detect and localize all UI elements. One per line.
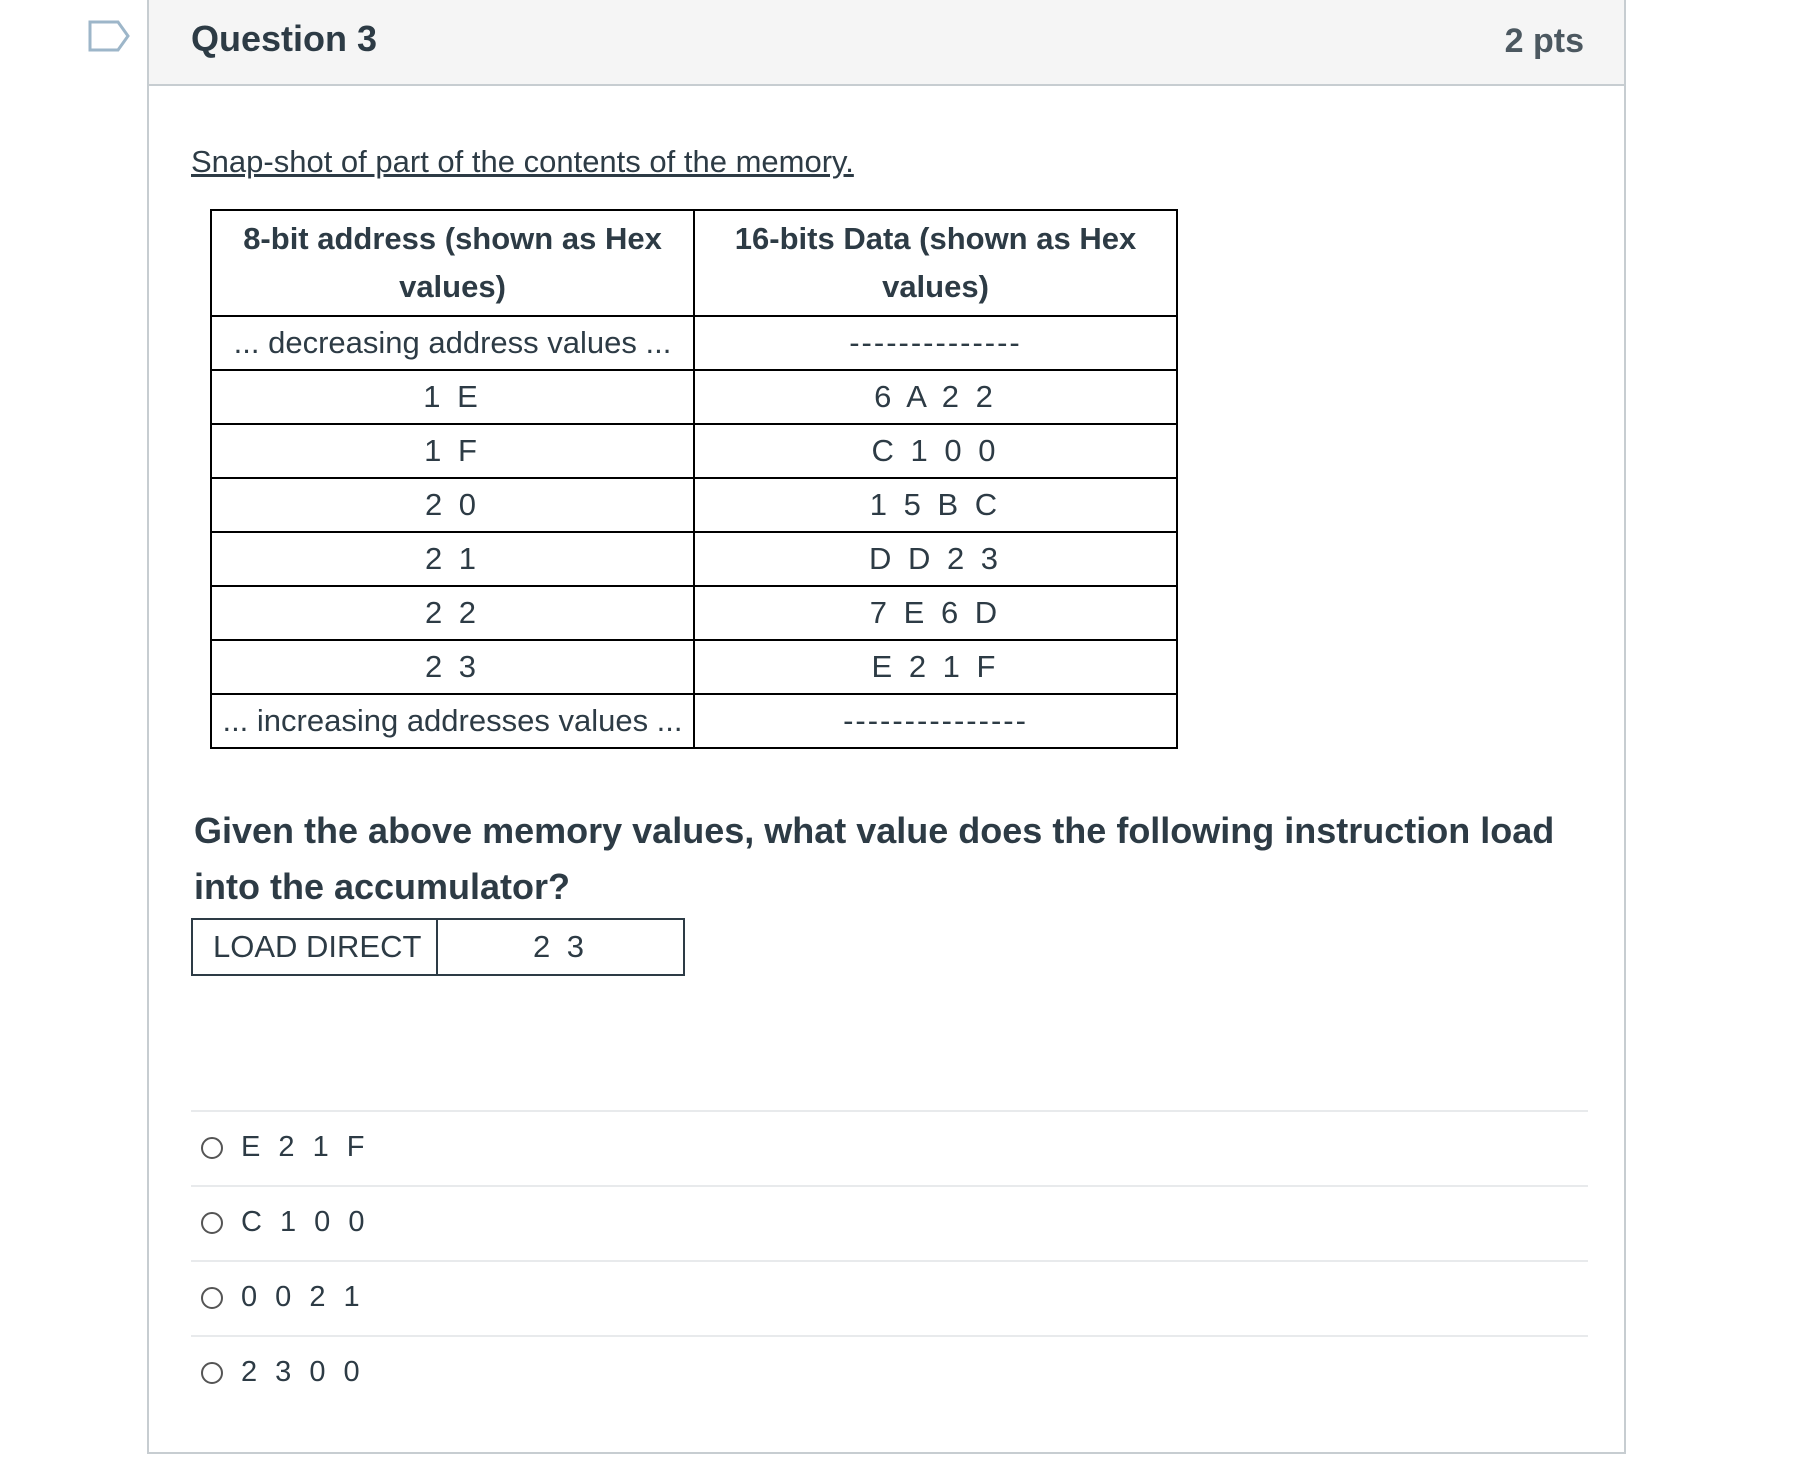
answer-list: [191, 1110, 1588, 1410]
radio-button[interactable]: [201, 1287, 223, 1309]
table-row: [211, 370, 1177, 424]
address-cell: 2 2: [211, 586, 694, 640]
data-cell: --------------: [694, 316, 1177, 370]
table-row: [211, 478, 1177, 532]
data-column-header: 16-bits Data (shown as Hex values): [694, 210, 1177, 316]
question-prompt: Given the above memory values, what value does the following instruction load into the accumulator?: [194, 810, 1555, 907]
address-cell: ... decreasing address values ...: [211, 316, 694, 370]
radio-button[interactable]: [201, 1362, 223, 1384]
question-points: 2 pts: [1504, 22, 1584, 60]
address-cell: ... increasing addresses values ...: [211, 694, 694, 748]
table-row: [211, 640, 1177, 694]
address-cell: 2 3: [211, 640, 694, 694]
instruction-opcode: LOAD DIRECT: [192, 919, 437, 975]
address-cell: 2 1: [211, 532, 694, 586]
answer-option-2[interactable]: [191, 1185, 1588, 1260]
data-cell: 1 5 B C: [694, 478, 1177, 532]
radio-button[interactable]: [201, 1212, 223, 1234]
memory-table-header-row: [211, 210, 1177, 316]
table-row: [211, 316, 1177, 370]
instruction-operand: 2 3: [437, 919, 684, 975]
data-cell: C 1 0 0: [694, 424, 1177, 478]
instruction-table: [191, 918, 685, 976]
question-header: [149, 0, 1624, 86]
data-cell: 7 E 6 D: [694, 586, 1177, 640]
table-row: [211, 586, 1177, 640]
data-cell: ---------------: [694, 694, 1177, 748]
snapshot-title: Snap-shot of part of the contents of the memory.: [191, 144, 854, 179]
answer-label[interactable]: C 1 0 0: [241, 1206, 370, 1238]
address-cell: 2 0: [211, 478, 694, 532]
table-row: [211, 424, 1177, 478]
question-card: [147, 0, 1626, 1454]
table-row: [211, 694, 1177, 748]
data-cell: 6 A 2 2: [694, 370, 1177, 424]
data-cell: D D 2 3: [694, 532, 1177, 586]
table-row: [211, 532, 1177, 586]
address-cell: 1 F: [211, 424, 694, 478]
answer-label[interactable]: 2 3 0 0: [241, 1356, 365, 1388]
address-column-header: 8-bit address (shown as Hex values): [211, 210, 694, 316]
flag-question-icon[interactable]: [88, 20, 130, 52]
instruction-row: [192, 919, 684, 975]
answer-option-4[interactable]: [191, 1335, 1588, 1410]
address-cell: 1 E: [211, 370, 694, 424]
answer-option-1[interactable]: [191, 1110, 1588, 1185]
answer-label[interactable]: 0 0 2 1: [241, 1281, 365, 1313]
answer-label[interactable]: E 2 1 F: [241, 1131, 370, 1163]
question-title: Question 3: [191, 18, 378, 59]
memory-table: [210, 209, 1178, 749]
answer-option-3[interactable]: [191, 1260, 1588, 1335]
radio-button[interactable]: [201, 1137, 223, 1159]
data-cell: E 2 1 F: [694, 640, 1177, 694]
